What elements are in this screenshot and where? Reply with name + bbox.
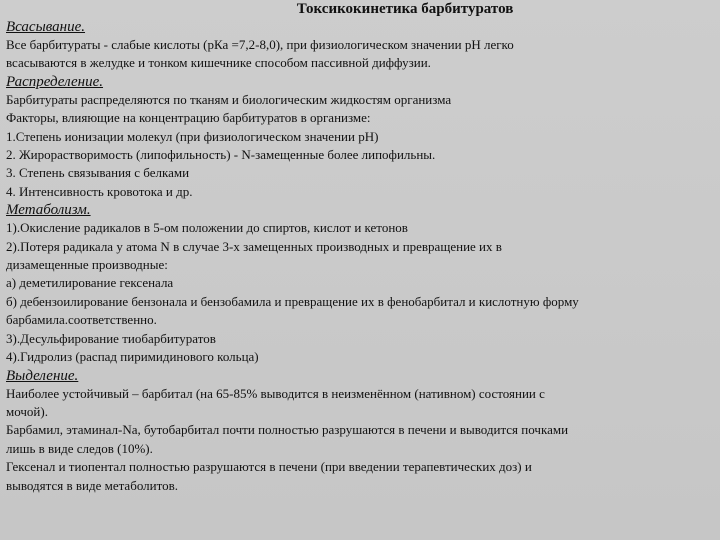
- text-line: Наиболее устойчивый – барбитал (на 65-85% выводится в неизменённом (нативном) состоянии с: [6, 385, 545, 401]
- text-line: 1).Окисление радикалов в 5-ом положении до спиртов, кислот и кетонов: [6, 220, 408, 236]
- text-line: дизамещенные производные:: [6, 257, 168, 273]
- section-distribution: [6, 73, 714, 201]
- text-line: Факторы, влияющие на концентрацию барбитуратов в организме:: [6, 110, 371, 126]
- section-heading: Выделение.: [6, 367, 79, 384]
- text-line: 3).Десульфирование тиобарбитуратов: [6, 330, 216, 346]
- section-heading: Всасывание.: [6, 19, 86, 35]
- text-line: 3. Степень связывания с белками: [6, 165, 190, 181]
- text-line: 4. Интенсивность кровотока и др.: [6, 183, 193, 199]
- section-metabolism: [6, 201, 714, 366]
- text-line: а) деметилирование гексенала: [6, 275, 174, 291]
- text-line: б) дебензоилирование бензонала и бензобамила и превращение их в фенобарбитал и кислотную форму: [6, 293, 579, 309]
- slide-content: [6, 18, 714, 495]
- text-line: мочой).: [6, 403, 48, 419]
- text-line: Барбамил, этаминал-Na, бутобарбитал почти полностью разрушаются в печени и выводится почками: [6, 422, 569, 438]
- text-line: Барбитураты распределяются по тканям и биологическим жидкостям организма: [6, 91, 452, 107]
- text-line: 1.Степень ионизации молекул (при физиологическом значении рН): [6, 128, 379, 144]
- text-line: барбамила.соответственно.: [6, 312, 157, 328]
- section-heading: Метаболизм.: [6, 202, 91, 219]
- text-line: выводятся в виде метаболитов.: [6, 477, 178, 493]
- text-line: всасываются в желудке и тонком кишечнике способом пассивной диффузии.: [6, 55, 431, 71]
- slide-title: Токсикокинетика барбитуратов: [296, 1, 514, 17]
- text-line: Гексенал и тиопентал полностью разрушаются в печени (при введении терапевтических доз) и: [6, 459, 532, 475]
- text-line: Все барбитураты - слабые кислоты (рКа =7,2-8,0), при физиологическом значении рН легко: [6, 37, 514, 52]
- section-heading: Распределение.: [6, 73, 104, 90]
- text-line: 4).Гидролиз (распад пиримидинового кольца): [6, 349, 259, 365]
- section-absorption: [6, 18, 714, 73]
- section-excretion: [6, 367, 714, 495]
- text-line: лишь в виде следов (10%).: [6, 440, 153, 456]
- text-line: 2).Потеря радикала у атома N в случае 3-х замещенных производных и превращение их в: [6, 238, 502, 254]
- text-line: 2. Жирорастворимость (липофильность) - N-замещенные более липофильны.: [6, 147, 436, 163]
